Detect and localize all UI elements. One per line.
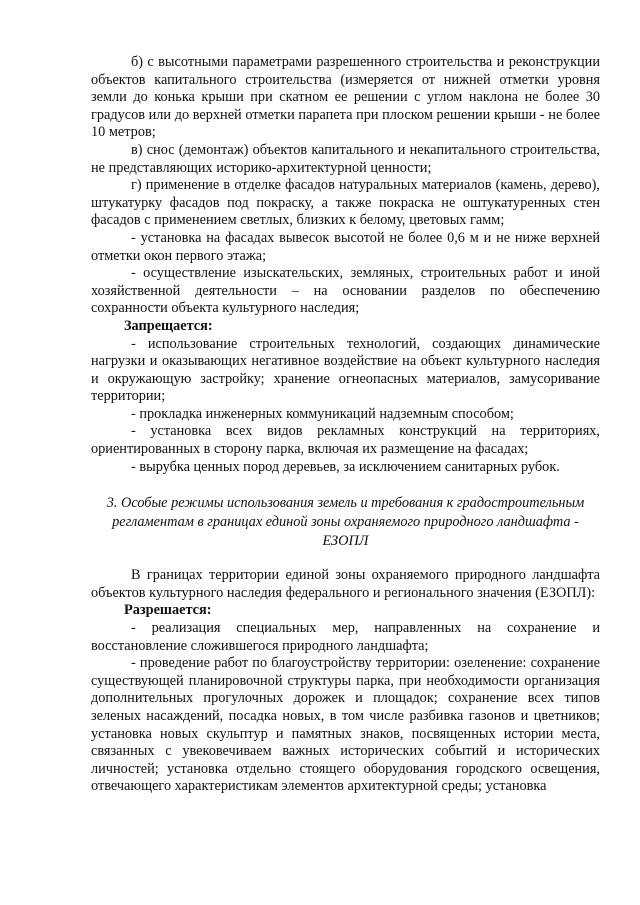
prohibited-item: - вырубка ценных пород деревьев, за исключением санитарных рубок. <box>131 458 560 475</box>
section-intro: В границах территории единой зоны охраняемого природного ландшафта объектов культурного наследия федерального и регионального значения (ЕЗОПЛ): <box>91 567 600 601</box>
prohibited-item: - использование строительных технологий, создающих динамические нагрузки и оказывающих негативное воздействие на объект культурного наследия и окружающую застройку; хранение огнеопасных материалов, замусоривание территории; <box>91 335 600 405</box>
allowed-item: - проведение работ по благоустройству территории: озеленение: сохранение существующей планировочной структуры парка, при необходимости организация дополнительных прогулочных дорожек и площадок; сохранение всех типов зеленых насаждений, посадка новых, в том числе разбивка газонов и цветников; установка новых скульптур и памятных знаков, посвященных истории места, связанных с увековечиваем важных исторических событий и исторических личностей; установка отдельно стоящего оборудования городского освещения, отвечающего характеристикам элементов архитектурной среды; установка <box>91 655 600 795</box>
allowed-item: - реализация специальных мер, направленных на сохранение и восстановление сложившегося природного ландшафта; <box>91 620 600 654</box>
document-body <box>91 54 600 796</box>
paragraph-demolition: в) снос (демонтаж) объектов капитального и некапитального строительства, не представляющих историко-архитектурной ценности; <box>91 141 600 176</box>
allowed-heading: Разрешается: <box>124 602 212 619</box>
prohibited-item: - установка всех видов рекламных конструкций на территориях, ориентированных в сторону парка, включая их размещение на фасадах; <box>91 423 600 458</box>
prohibited-item: - прокладка инженерных коммуникаций надземным способом; <box>131 405 514 422</box>
paragraph-survey-works: - осуществление изыскательских, земляных, строительных работ и иной хозяйственной деятельности – на основании разделов по обеспечению сохранности объекта культурного наследия; <box>91 265 600 317</box>
paragraph-facade-materials: г) применение в отделке фасадов натуральных материалов (камень, дерево), штукатурку фасадов под покраску, а также покраска не оштукатуренных стен фасадов с применением светлых, близких к белому, цветовых гамм; <box>91 177 600 229</box>
paragraph-height-limits: б) с высотными параметрами разрешенного строительства и реконструкции объектов капитального строительства (измеряется от нижней отметки уровня земли до конька крыши при скатном ее решении с углом наклона не более 30 градусов или до верхней отметки парапета при плоском решении крыши - не более 10 метров; <box>91 54 600 141</box>
paragraph-signage: - установка на фасадах вывесок высотой не более 0,6 м и не ниже верхней отметки окон первого этажа; <box>91 229 600 264</box>
prohibited-heading: Запрещается: <box>124 317 213 334</box>
section-title: 3. Особые режимы использования земель и требования к градостроительным регламентам в границах единой зоны охраняемого природного ландшафта - ЕЗОПЛ <box>106 495 585 550</box>
